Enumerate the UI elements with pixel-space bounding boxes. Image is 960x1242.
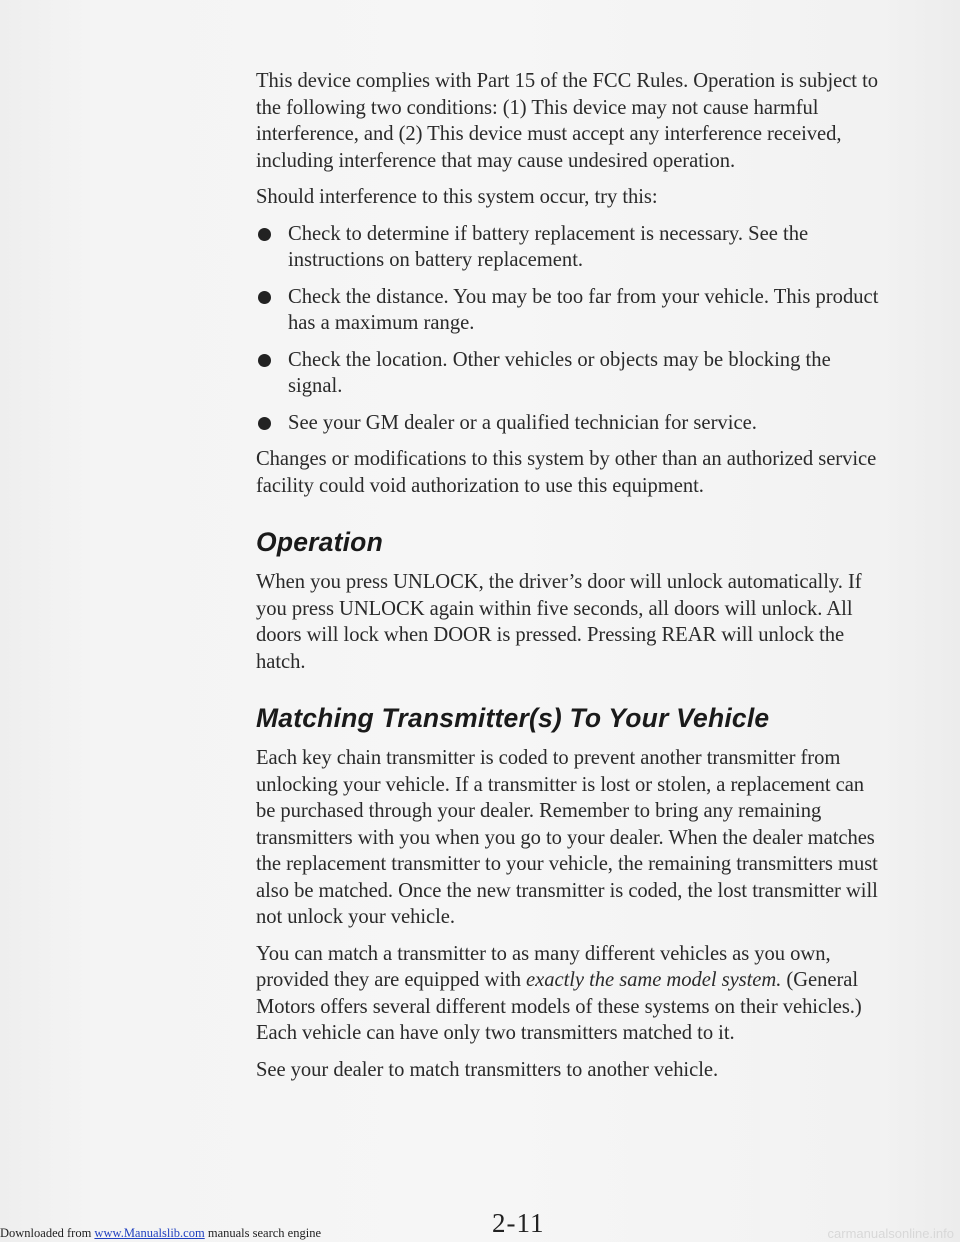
text-line: be purchased through your dealer. Remember to bring any remaining (256, 800, 822, 822)
text-line: Check to determine if battery replacement is necessary. See the (288, 222, 809, 245)
text-line: Motors offers several different models of these systems on their vehicles.) (256, 995, 862, 1018)
text-line: Each vehicle can have only two transmitters matched to it. (256, 1022, 735, 1044)
emphasized-text: exactly the same model system. (526, 969, 782, 991)
note-suffix: manuals search engine (204, 1226, 321, 1240)
bullet-icon (258, 291, 271, 304)
manualslib-link[interactable]: www.Manualslib.com (94, 1226, 205, 1240)
text-line: the following two conditions: (1) This device may not cause harmful (256, 96, 819, 119)
matching-heading: Matching Transmitter(s) To Your Vehicle (256, 703, 770, 733)
bullet-icon (258, 417, 271, 430)
bullet-icon (258, 228, 271, 241)
text-line: instructions on battery replacement. (288, 249, 584, 271)
operation-heading: Operation (256, 527, 383, 557)
text-line: When you press UNLOCK, the driver’s door will unlock automatically. If (256, 571, 862, 593)
note-prefix: Downloaded from (0, 1226, 95, 1240)
page-number: 2-11 (492, 1208, 545, 1238)
text-fragment: (General (781, 969, 859, 991)
matching-paragraph-coding (0, 745, 878, 931)
text-line: doors will lock when DOOR is pressed. Pressing REAR will unlock the (256, 624, 845, 646)
text-fragment: provided they are equipped with (256, 969, 527, 991)
text-line: the replacement transmitter to your vehicle, the remaining transmitters must (256, 853, 878, 875)
fcc-compliance-paragraph (0, 68, 878, 174)
text-line (256, 967, 859, 994)
modifications-warning (0, 446, 877, 499)
text-line: Check the distance. You may be too far from your vehicle. This product (288, 285, 879, 308)
text-line: Should interference to this system occur, try this: (256, 186, 658, 208)
download-source-note (0, 1226, 321, 1241)
text-line: not unlock your vehicle. (256, 906, 455, 928)
operation-paragraph (0, 569, 862, 675)
text-line: See your dealer to match transmitters to another vehicle. (256, 1058, 719, 1081)
text-line: including interference that may cause undesired operation. (256, 149, 736, 172)
matching-paragraph-multiple-vehicles (0, 941, 862, 1047)
page-content (0, 68, 960, 1093)
text-line: Changes or modifications to this system by other than an authorized service (256, 448, 877, 470)
matching-paragraph-dealer (0, 1057, 856, 1084)
text-line: Check the location. Other vehicles or objects may be blocking the (288, 348, 831, 371)
text-line: You can match a transmitter to as many different vehicles as you own, (256, 942, 831, 965)
list-item (0, 410, 888, 437)
text-line: facility could void authorization to use this equipment. (256, 474, 704, 497)
interference-intro (0, 184, 856, 211)
text-line: has a maximum range. (288, 312, 475, 334)
text-line: This device complies with Part 15 of the FCC Rules. Operation is subject to (256, 70, 878, 92)
troubleshooting-list (0, 221, 960, 437)
bullet-icon (258, 354, 271, 367)
text-line: Each key chain transmitter is coded to prevent another transmitter from (256, 747, 841, 769)
text-line: signal. (288, 375, 343, 397)
list-item (0, 347, 888, 400)
list-item (0, 284, 888, 337)
text-line: interference, and (2) This device must accept any interference received, (256, 123, 842, 145)
text-line: transmitters with you when you go to your dealer. When the dealer matches (256, 826, 875, 849)
text-line: unlocking your vehicle. If a transmitter is lost or stolen, a replacement can (256, 773, 865, 796)
list-item (0, 221, 888, 274)
text-line: See your GM dealer or a qualified technician for service. (288, 411, 757, 434)
site-watermark: carmanualsonline.info (827, 1226, 954, 1241)
text-line: you press UNLOCK again within five seconds, all doors will unlock. All (256, 597, 853, 620)
text-line: also be matched. Once the new transmitter is coded, the lost transmitter will (256, 879, 878, 902)
text-line: hatch. (256, 650, 306, 673)
